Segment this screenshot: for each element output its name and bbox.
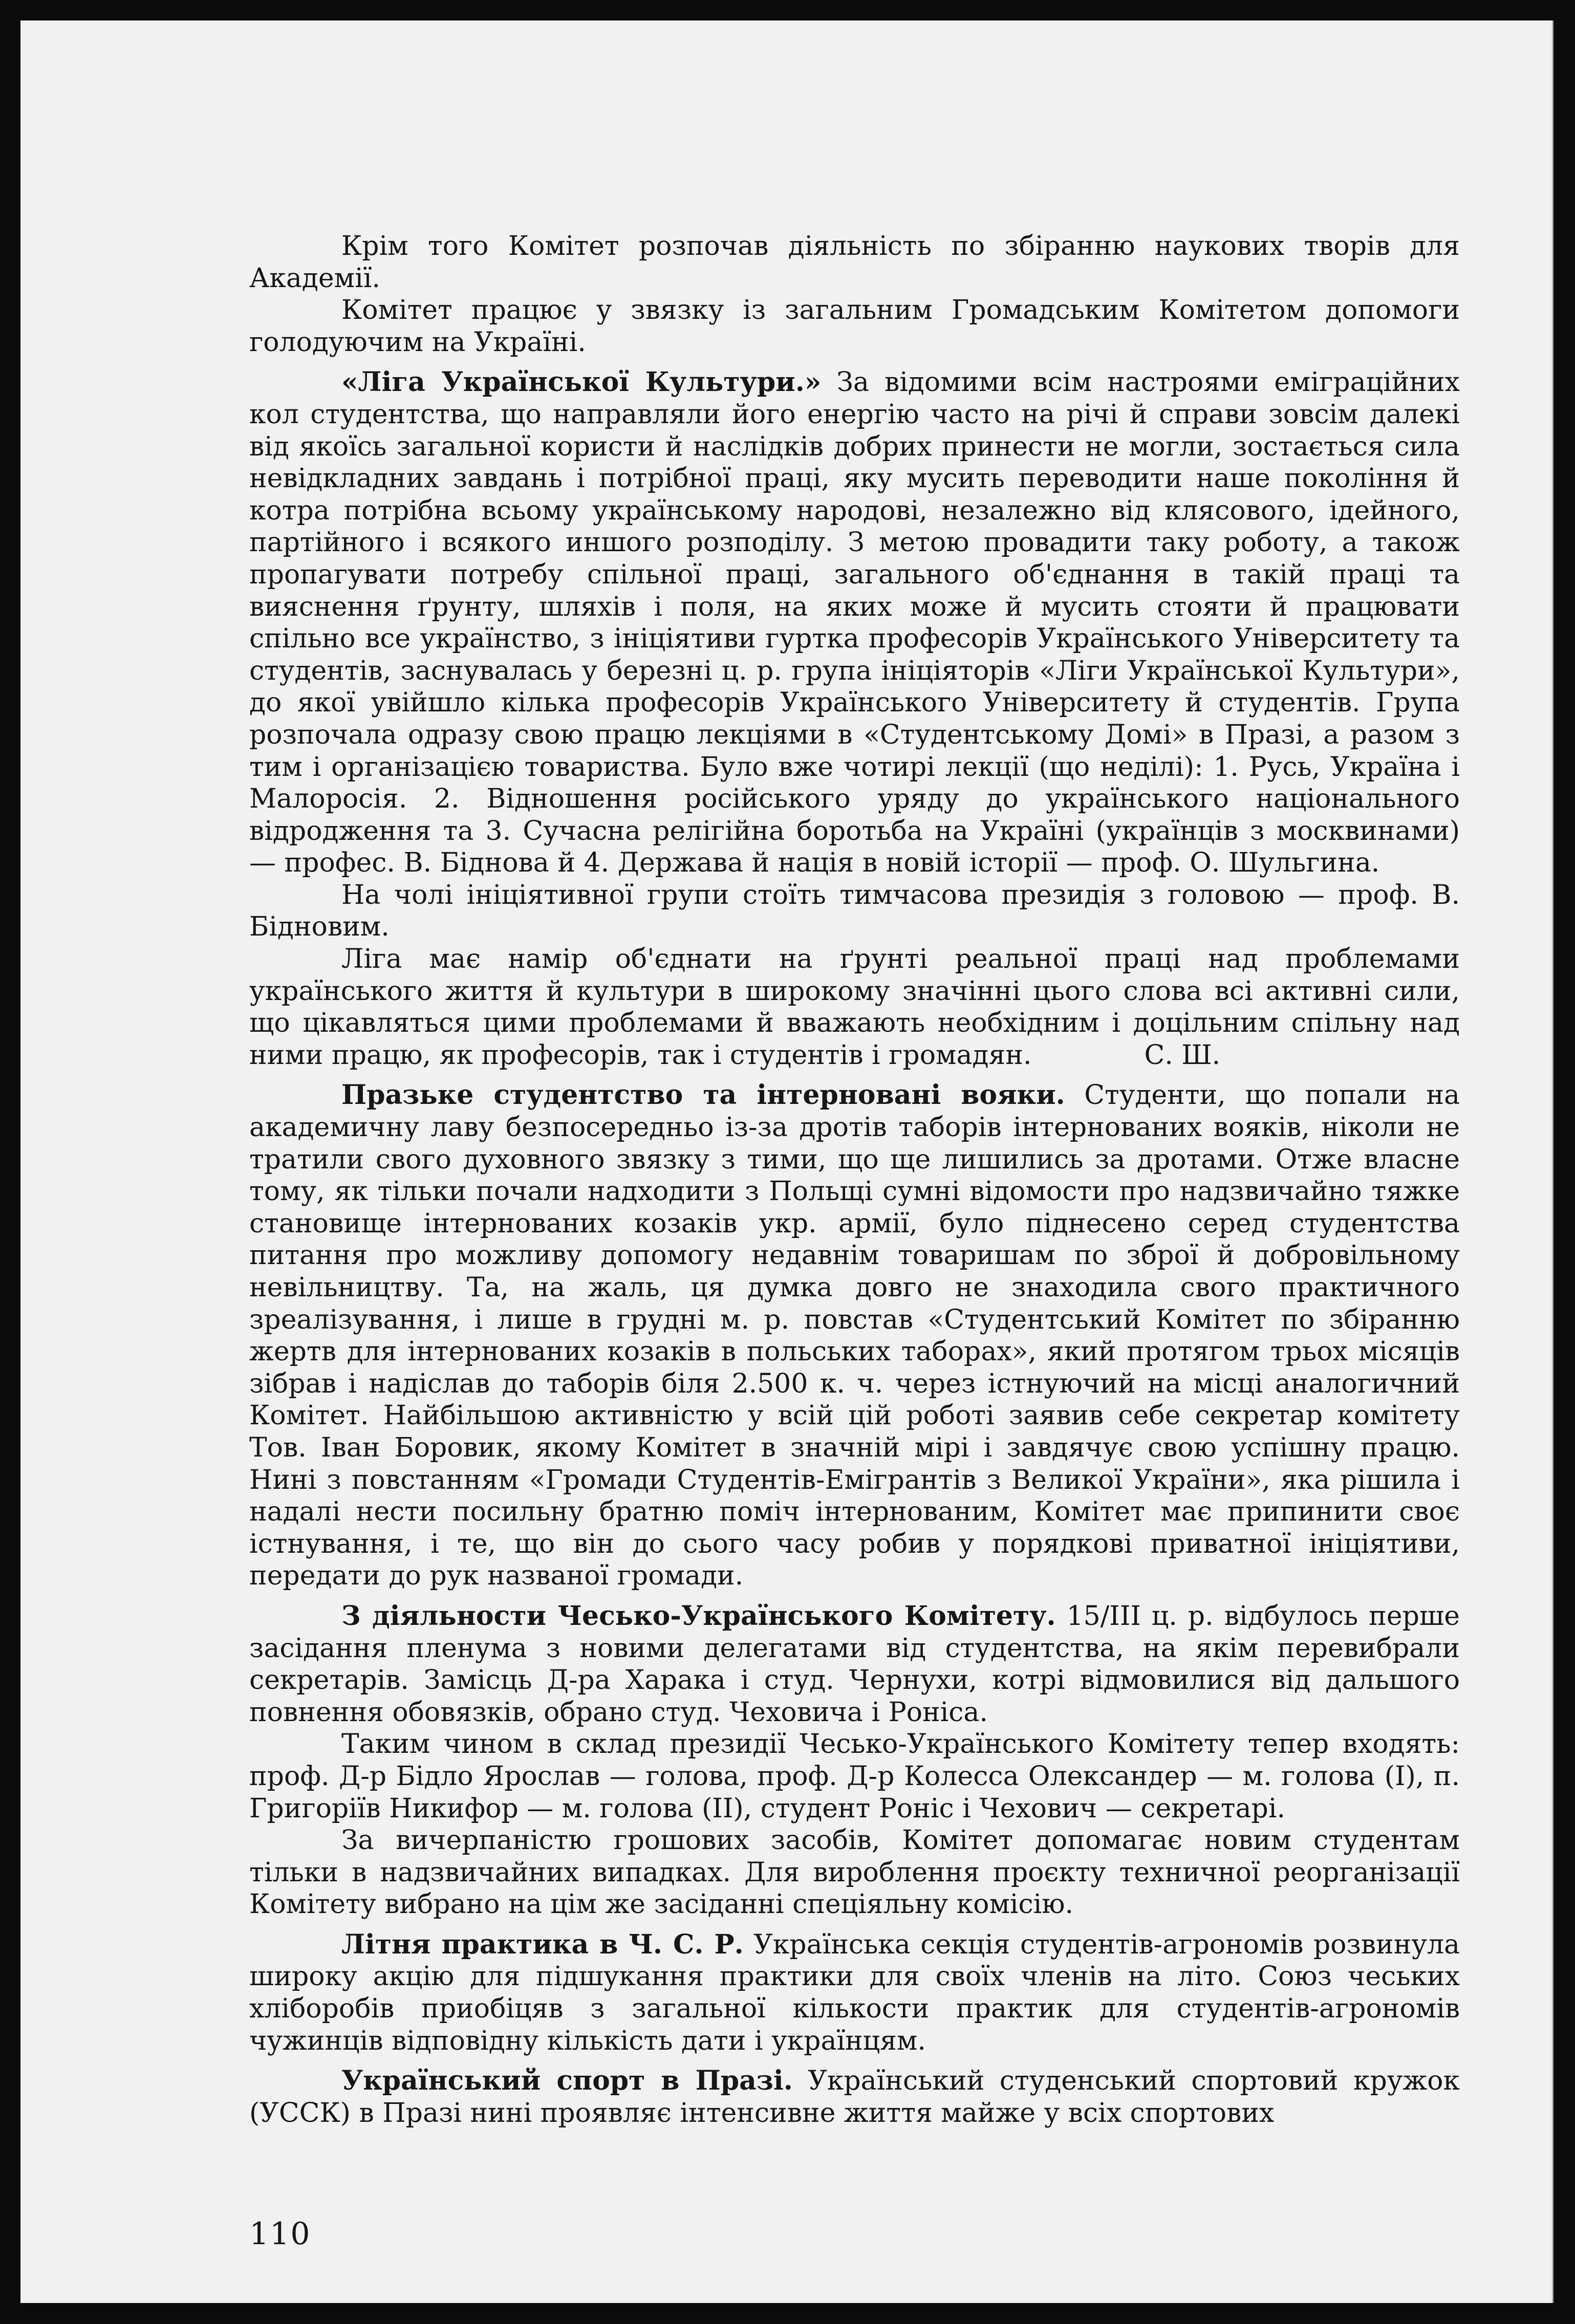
paragraph-heading: «Ліга Української Культури.» — [341, 366, 822, 398]
paragraph-text: Таким чином в склад президії Чесько-Українського Комітету тепер входять: проф. Д-р Бідло Ярослав — голова, проф. Д-р Колесса Олександер — м. голова (I), п. Григоріїв Никифор — м. голова (II), студент Роніс і Чехович — секретарі. — [249, 1729, 1460, 1824]
paragraph-text: Ліга має намір об'єднати на ґрунті реальної праці над проблемами українського життя й культури в широкому значінні цього слова всі активні сили, що цікавляться цими проблемами й вважають необхідним і доцільним спільну над ними працю, як професорів, так і студентів і громадян. — [249, 944, 1460, 1071]
paragraph-text: Комітет працює у звязку із загальним Громадським Комітетом допомоги голодуючим на Україні. — [249, 295, 1460, 358]
paragraph-text: Студенти, що попали на академичну лаву безпосередньо із-за дротів таборів інтернованих вояків, ніколи не тратили свого духовного звязку з тими, що ще лишились за дротами. Отже власне тому, як тільки почали надходити з Польщі сумні відомости про надзвичайно тяжке становище інтернованих козаків укр. армії, було піднесено серед студентства питання про можливу допомогу недавнім товаришам по зброї й добровільному невільництву. Та, на жаль, ця думка довго не знаходила свого практичного зреалізування, і лише в грудні м. р. повстав «Студентський Комітет по збіранню жертв для інтернованих козаків в польських таборах», який протягом трьох місяців зібрав і надіслав до таборів біля 2.500 к. ч. через істнуючий на місці аналогичний Комітет. Найбільшою активністю у всій цій роботі заявив себе секретар комітету Тов. Іван Боровик, якому Комітет в значній мірі і завдячує свою успішну працю. Нині з повстанням «Громади Студентів-Емігрантів з Великої України», яка рішила і надалі нести посильну братню поміч інтернованим, Комітет має припинити своє істнування, і те, що він до сього часу робив у порядкові приватної ініціятиви, передати до рук названої громади. — [249, 1080, 1460, 1592]
paragraph-text: За відомими всім настроями еміграційних кол студентства, що направляли його енергію часто на річі й справи зовсім далекі від якоїсь загальної користи й наслідків добрих принести не могли, зостається сила невідкладних завдань і потрібної праці, яку мусить переводити наше покоління й котра потрібна всьому українському народові, незалежно від клясового, ідейного, партійного і всякого иншого розподілу. З метою провадити таку роботу, а також пропагувати потребу спільної праці, загального об'єднання в такій праці та вияснення ґрунту, шляхів і поля, на яких може й мусить стояти й працювати спільно все українство, з ініціятиви гуртка професорів Українського Університету та студентів, заснувалась у березні ц. р. група ініціяторів «Ліги Української Культури», до якої увійшло кілька професорів Українського Університету й студентів. Група розпочала одразу свою працю лекціями в «Студентському Домі» в Празі, а разом з тим і організацією товариства. Було вже чотирі лекції (що неділі): 1. Русь, Україна і Малоросія. 2. Відношення російського уряду до українського національного відродження та 3. Сучасна релігійна боротьба на Україні (українців з москвинами) — профес. В. Біднова й 4. Держава й нація в новій історії — проф. О. Шульгина. — [249, 367, 1460, 879]
page-number: 110 — [249, 2216, 311, 2252]
author-signature: С. Ш. — [1144, 1039, 1221, 1071]
paragraph-text: На чолі ініціятивної групи стоїть тимчасова президія з головою — проф. В. Бідновим. — [249, 879, 1460, 943]
paragraph — [249, 230, 1460, 294]
paragraph-internees — [249, 1079, 1460, 1592]
paragraph-heading: Літня практика в Ч. С. Р. — [341, 1928, 744, 1960]
paragraph — [249, 879, 1460, 943]
paragraph-heading: Український спорт в Празі. — [341, 2065, 793, 2097]
paragraph-text: Крім того Комітет розпочав діяльність по збіранню наукових творів для Академії. — [249, 231, 1460, 294]
paragraph-text: За вичерпаністю грошових засобів, Комітет допомагає новим студентам тільки в надзвичайних випадках. Для вироблення проєкту техничної реорганізації Комітету вибрано на цім же засіданні спеціяльну комісію. — [249, 1825, 1460, 1920]
paragraph-heading: З діяльности Чесько-Українського Комітету. — [341, 1600, 1056, 1632]
paragraph-committee — [249, 1600, 1460, 1728]
paragraph — [249, 1825, 1460, 1921]
paragraph-heading: Празьке студентство та інтерновані вояки. — [341, 1079, 1065, 1111]
paragraph-text: 15/III ц. р. відбулось перше засідання пленума з новими делегатами від студентства, на якім перевибрали секретарів. Замісць Д-ра Харака і студ. Чернухи, котрі відмовилися від дальшого повнення обовязків, обрано студ. Чеховича і Роніса. — [249, 1600, 1460, 1728]
paragraph — [249, 294, 1460, 358]
article-body — [249, 230, 1460, 2129]
paragraph — [249, 1728, 1460, 1825]
paragraph-summer-practice — [249, 1929, 1460, 2057]
paragraph-text: Українська секція студентів-агрономів розвинула широку акцію для підшукання практики для своїх членів на літо. Союз чеських хліборобів приобіцяв з загальної кількости практик для студентів-агрономів чужинців відповідну кількість дати і українцям. — [249, 1929, 1460, 2056]
paragraph-text: Український студенський спортовий кружок (УССК) в Празі нині проявляє інтенсивне життя майже у всіх спортових — [249, 2066, 1460, 2128]
page-edge-shadow — [1552, 20, 1554, 2303]
paragraph-sport — [249, 2065, 1460, 2129]
paragraph — [249, 943, 1460, 1071]
paragraph-liga — [249, 366, 1460, 879]
scanned-page — [20, 20, 1554, 2303]
